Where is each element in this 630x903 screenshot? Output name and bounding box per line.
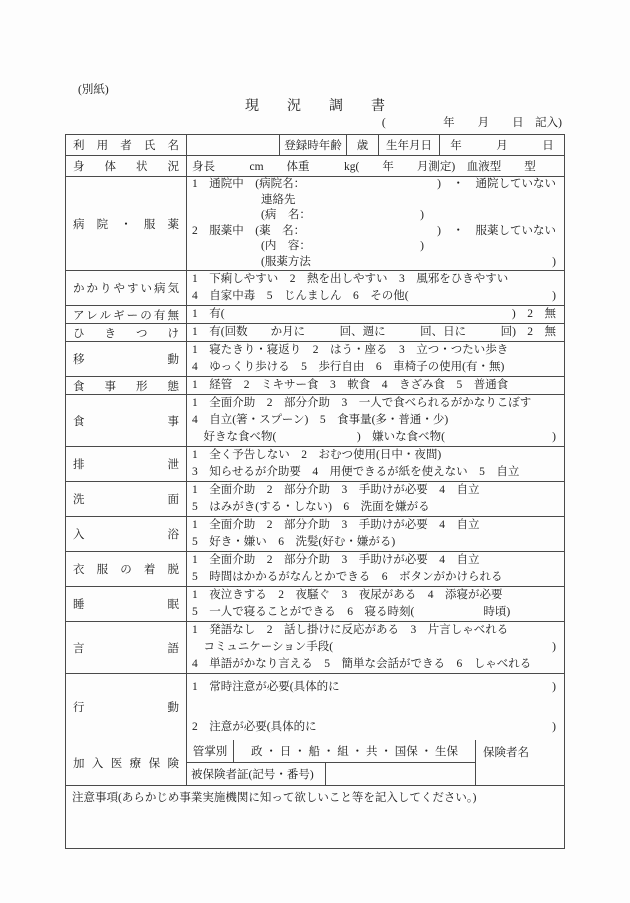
row-bathing [66, 517, 564, 552]
option-text: 5 一人で寝ることができる 6 寝る時刻( 時頃) [192, 606, 511, 618]
row-face-washing [66, 482, 564, 517]
option-line [192, 534, 556, 551]
label-fragment: 入 [73, 529, 85, 541]
row-label-bathing [73, 526, 179, 542]
row-label-cell-face-washing [66, 482, 186, 516]
row-options-meal-form [186, 377, 564, 394]
label-fragment: の [120, 564, 132, 576]
row-language [66, 622, 564, 674]
row-physical-condition [66, 156, 564, 177]
option-line [192, 239, 556, 255]
option-line [192, 604, 556, 621]
option-line [192, 395, 556, 412]
label-fragment: 食 [73, 415, 85, 428]
option-line [192, 255, 556, 271]
option-text: 1 全面介助 2 部分介助 3 一人で食べられるがかなりこぼす [192, 397, 532, 409]
row-user-name [66, 135, 564, 156]
label-fragment: 院 [96, 218, 109, 231]
row-label-cell-behavior [66, 674, 186, 740]
label-fragment: 着 [143, 564, 156, 576]
option-text: 1 全面介助 2 部分介助 3 手助けが必要 4 自立 [192, 554, 480, 566]
row-label-cell-allergy [66, 306, 186, 323]
option-line [192, 288, 556, 305]
label-fragment: 利 [73, 140, 85, 152]
option-text: 1 全く予告しない 2 おむつ使用(日中・夜間) [192, 449, 442, 461]
insurer-name-label: 保険者名 [483, 747, 529, 759]
label-fragment: ・ [120, 218, 132, 231]
option-text: 連絡先 [192, 193, 296, 206]
attachment-note: (別紙) [78, 84, 109, 96]
option-line [192, 208, 556, 224]
row-meals [66, 395, 564, 447]
row-label-cell-mobility [66, 342, 186, 376]
label-fragment: 語 [167, 642, 179, 655]
label-fragment: け [167, 327, 179, 340]
label-fragment: 薬 [167, 218, 179, 231]
row-label-language [73, 640, 179, 656]
insurance-card-row [187, 763, 475, 785]
page-title: 現 況 調 書 [245, 99, 385, 114]
label-fragment: 状 [136, 161, 148, 173]
row-options-excretion [186, 447, 564, 481]
option-text: 4 単語がかなり言える 5 簡単な会話ができる 6 しゃべれる [192, 658, 532, 670]
physical-condition-label [73, 158, 179, 174]
option-text: 3 知らせるが介助要 4 用便できるが紙を使えない 5 自立 [192, 466, 520, 478]
option-text: 1 常時注意が必要(具体的に [192, 681, 340, 693]
label-fragment: 睡 [73, 599, 85, 611]
label-fragment: 体 [104, 161, 116, 173]
option-text-right: ) [552, 431, 556, 443]
label-fragment: 事 [167, 415, 179, 428]
insurance-category-options: 政 ・ 日 ・ 船 ・ 組 ・ 共 ・ 国保 ・ 生保 [251, 745, 458, 758]
row-susceptible-illness [66, 271, 564, 306]
option-line [192, 697, 556, 717]
row-label-cell-susceptible-illness [66, 271, 186, 305]
option-line [192, 517, 556, 534]
option-line [192, 429, 556, 446]
row-label-cell-meals [66, 395, 186, 446]
label-fragment: 用 [96, 140, 109, 152]
age-unit-label: 歳 [346, 135, 378, 155]
option-line [192, 412, 556, 429]
row-insurance [66, 740, 564, 786]
label-fragment: き [104, 327, 116, 340]
option-line [192, 622, 556, 639]
birthdate-field: 年 月 日 [439, 135, 564, 155]
option-line [192, 499, 556, 516]
row-label-cell-dressing [66, 552, 186, 586]
label-fragment: 加 [73, 757, 85, 770]
row-notes [66, 786, 564, 848]
insurance-label-cell [66, 740, 186, 785]
status-report-form-table [65, 134, 565, 849]
label-fragment: 況 [167, 161, 179, 173]
label-fragment: 険 [167, 757, 179, 770]
birthdate-label: 生年月日 [378, 135, 439, 155]
row-meal-form [66, 377, 564, 395]
option-text: 好きな食べ物( ) 嫌いな食べ物( [192, 431, 445, 443]
row-options-sleep [186, 587, 564, 621]
row-options-behavior [186, 674, 564, 740]
option-text-right: ) [552, 681, 556, 693]
label-fragment: 名 [167, 140, 179, 152]
user-name-field [186, 135, 279, 155]
label-fragment: 服 [96, 564, 109, 576]
label-fragment: 動 [167, 702, 179, 714]
label-fragment: 食 [73, 380, 85, 393]
option-text: 4 自家中毒 5 じんましん 6 その他( [192, 290, 409, 302]
insurance-category-row [187, 740, 475, 763]
row-options-convulsions [186, 324, 564, 341]
option-text-right: ) 2 無 [511, 308, 556, 320]
option-text: (内 容： ) [192, 240, 424, 252]
option-text: 1 寝たきり・寝返り 2 はう・座る 3 立つ・つたい歩き [192, 344, 509, 356]
row-mobility [66, 342, 564, 377]
row-label-mobility [73, 351, 179, 367]
label-fragment: 服 [143, 218, 156, 231]
row-convulsions [66, 324, 564, 342]
option-text: 1 通院中 (病院名： [192, 178, 306, 190]
label-fragment: 泄 [167, 459, 179, 471]
label-fragment: 事 [104, 380, 116, 393]
physical-condition-fields: 身長 cm 体重 kg( 年 月測定) 血液型 型 [186, 156, 564, 176]
option-text: 1 下痢しやすい 2 熱を出しやすい 3 風邪をひきやすい [192, 273, 509, 285]
option-text: 1 有( [192, 308, 225, 320]
option-line [192, 482, 556, 499]
row-label-dressing [73, 561, 179, 577]
option-line [192, 447, 556, 464]
label-fragment: ひ [73, 327, 85, 340]
row-label-allergy: アレルギーの有無 [73, 309, 179, 322]
option-text: 4 ゆっくり歩ける 5 歩行自由 6 車椅子の使用(有・無) [192, 361, 505, 373]
label-fragment: 身 [73, 161, 85, 173]
option-line [192, 193, 556, 209]
option-line [192, 342, 556, 359]
option-line [192, 377, 556, 394]
insurance-main-grid [187, 740, 475, 785]
option-text: 1 有(回数 か月に 回、週に 回、日に 回) [192, 326, 516, 338]
row-label-face-washing [73, 491, 179, 507]
option-text: 1 発語なし 2 話し掛けに反応がある 3 片言しゃべれる [192, 624, 509, 636]
row-behavior [66, 674, 564, 740]
option-line [192, 717, 556, 737]
notes-text: 注意事項(あらかじめ事業実施機関に知って欲しいこと等を記入してください。) [72, 792, 477, 804]
option-line [192, 569, 556, 586]
option-text: (服薬方法 [192, 255, 311, 268]
option-text-right: ) ・ 服薬していない [437, 224, 556, 237]
option-line [192, 587, 556, 604]
row-label-susceptible-illness: かかりやすい病気 [73, 283, 179, 295]
option-text: 1 経管 2 ミキサー食 3 軟食 4 きざみ食 5 普通食 [192, 379, 509, 391]
option-line [192, 656, 556, 673]
option-text: 1 全面介助 2 部分介助 3 手助けが必要 4 自立 [192, 519, 480, 531]
row-options-dressing [186, 552, 564, 586]
option-text: 5 好き・嫌い 6 洗髪(好む・嫌がる) [192, 536, 396, 548]
insurance-label [73, 755, 179, 771]
option-line [192, 177, 556, 193]
row-options-allergy [186, 306, 564, 323]
option-line [192, 552, 556, 569]
row-label-meals [73, 413, 179, 429]
label-fragment: 言 [73, 642, 85, 655]
row-options-mobility [186, 342, 564, 376]
row-label-sleep [73, 596, 179, 612]
row-allergy [66, 306, 564, 324]
label-fragment: つ [136, 327, 148, 340]
option-text: 1 夜泣きする 2 夜騒ぐ 3 夜尿がある 4 添寝が必要 [192, 589, 503, 601]
option-text-right: ) [552, 721, 556, 733]
row-options-language [186, 622, 564, 673]
label-fragment: 洗 [73, 494, 85, 506]
option-line [192, 324, 556, 341]
label-fragment: 形 [136, 380, 148, 393]
row-label-cell-excretion [66, 447, 186, 481]
user-name-label-cell [66, 135, 186, 155]
row-label-excretion [73, 456, 179, 472]
row-options-susceptible-illness [186, 271, 564, 305]
option-text-right: 2 無 [527, 326, 556, 338]
row-options-meals [186, 395, 564, 446]
option-text-right: ) [552, 290, 556, 302]
user-name-label [73, 137, 179, 153]
label-fragment: 保 [148, 757, 161, 770]
label-fragment: 面 [167, 494, 179, 506]
option-text: 5 時間はかかるがなんとかできる 6 ボタンがかけられる [192, 571, 503, 583]
row-dressing [66, 552, 564, 587]
label-fragment: 氏 [143, 140, 156, 152]
option-text-right: ) [552, 641, 556, 653]
label-fragment: 脱 [167, 564, 179, 576]
label-fragment: 動 [167, 354, 179, 366]
option-text: コミュニケーション手段( [192, 641, 334, 653]
option-text: 4 自立(箸・スプーン) 5 食事量(多・普通・少) [192, 414, 449, 426]
row-label-cell-language [66, 622, 186, 673]
label-fragment: 行 [73, 702, 85, 714]
row-label-behavior [73, 699, 179, 715]
option-text-right: ) ・ 通院していない [437, 178, 556, 190]
label-fragment: 移 [73, 354, 85, 366]
label-fragment: 排 [73, 459, 85, 471]
label-fragment: 眠 [167, 599, 179, 611]
row-label-meal-form [73, 378, 179, 394]
row-label-cell-meal-form [66, 377, 186, 394]
row-label-convulsions [73, 325, 179, 341]
label-fragment: 入 [91, 757, 104, 770]
row-label-cell-sleep [66, 587, 186, 621]
insurance-card-label: 被保険者証(記号・番号) [187, 763, 326, 785]
row-label-hospital-medication [73, 216, 179, 232]
option-text: 5 はみがき(する・しない) 6 洗面を嫌がる [192, 501, 430, 513]
option-text: 2 服薬中 (薬 名： [192, 224, 306, 237]
insurer-name-cell [475, 740, 564, 785]
registration-age-label: 登録時年齢 [279, 135, 346, 155]
option-text: 1 全面介助 2 部分介助 3 手助けが必要 4 自立 [192, 484, 480, 496]
row-label-cell-hospital-medication [66, 177, 186, 270]
row-options-bathing [186, 517, 564, 551]
option-line [192, 677, 556, 697]
label-fragment: 病 [73, 218, 85, 231]
insurance-card-field [326, 763, 475, 785]
row-label-cell-bathing [66, 517, 186, 551]
label-fragment: 態 [167, 380, 179, 393]
fill-in-date-note: ( 年 月 日 記入) [381, 117, 562, 129]
row-sleep [66, 587, 564, 622]
label-fragment: 衣 [73, 564, 85, 576]
option-line [192, 639, 556, 656]
row-label-cell-convulsions [66, 324, 186, 341]
label-fragment: 浴 [167, 529, 179, 541]
row-excretion [66, 447, 564, 482]
option-text: (病 名： ) [192, 209, 424, 221]
option-text-right: ) [552, 255, 556, 268]
row-hospital-medication [66, 177, 564, 271]
label-fragment: 療 [129, 757, 142, 770]
option-line [192, 224, 556, 240]
insurance-category-label: 管掌別 [187, 740, 234, 762]
physical-condition-label-cell [66, 156, 186, 176]
label-fragment: 者 [120, 140, 132, 152]
label-fragment: 医 [110, 757, 123, 770]
option-text: 2 注意が必要(具体的に [192, 721, 317, 733]
option-line [192, 464, 556, 481]
insurance-content [186, 740, 564, 785]
option-line [192, 271, 556, 288]
option-line [192, 306, 556, 323]
row-options-face-washing [186, 482, 564, 516]
row-options-hospital-medication [186, 177, 564, 270]
option-line [192, 359, 556, 376]
